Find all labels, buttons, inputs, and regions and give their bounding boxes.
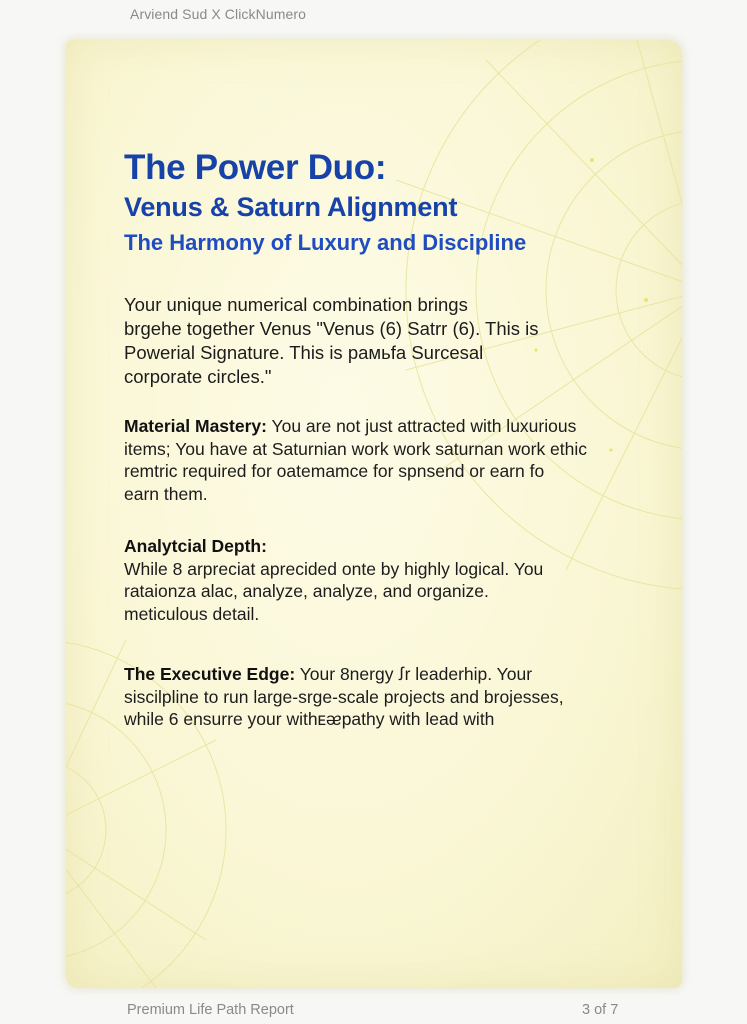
intro-line: Powerial Signature. This is paмьfa Surcesal — [124, 342, 484, 363]
section-analytical-depth — [124, 535, 664, 625]
section-text: You are not just attracted with luxurious — [271, 416, 577, 436]
section-line: siscilpline to run large-srge-scale projects and brojesses, — [124, 686, 564, 707]
section-line: meticulous detail. — [124, 603, 260, 624]
section-line: While 8 arpreciat apreci​ded onte by highly logical. You — [124, 558, 544, 579]
report-page — [66, 40, 682, 988]
footer-page-indicator: 3 of 7 — [582, 1002, 619, 1018]
section-line: rataionza alac, analyze, analyze, and organize. — [124, 581, 489, 601]
intro-line: corporate circles." — [124, 366, 272, 387]
section-text: Your 8nergy ꭍr leaderhip. Your — [299, 664, 533, 684]
page-title: The Power Duo: — [124, 148, 387, 187]
page-tagline: The Harmony of Luxury and Discipline — [124, 230, 527, 255]
intro-paragraph — [124, 293, 664, 389]
section-heading: The Executive Edge: — [124, 664, 296, 684]
section-line: items; You have at Saturnian work work saturnan work ethic — [124, 438, 588, 459]
section-heading: Material Mastery: — [124, 416, 267, 436]
footer-report-name: Premium Life Path Report — [127, 1002, 294, 1018]
section-line: while 6 ensurre your withᴇᴂpathy with lead with — [124, 709, 495, 729]
section-line: remtric required for oatemamce for spnsend or earn fo — [124, 461, 545, 481]
section-line — [124, 415, 664, 438]
section-heading-text: Analytcial Depth: — [124, 536, 267, 556]
section-executive-edge — [124, 663, 664, 731]
section-line — [124, 663, 664, 686]
section-line: earn them. — [124, 483, 208, 504]
header-text: Arviend Sud X ClickNumero — [130, 6, 307, 22]
report-content — [124, 148, 664, 731]
intro-line: Your unique numerical combination brings — [124, 294, 468, 315]
section-material-mastery — [124, 415, 664, 505]
intro-line: brgehe together Venus "Venus (6) Satrr (6). This is — [124, 318, 539, 339]
page-subtitle: Venus & Saturn Alignment — [124, 192, 458, 222]
section-heading — [124, 535, 664, 558]
